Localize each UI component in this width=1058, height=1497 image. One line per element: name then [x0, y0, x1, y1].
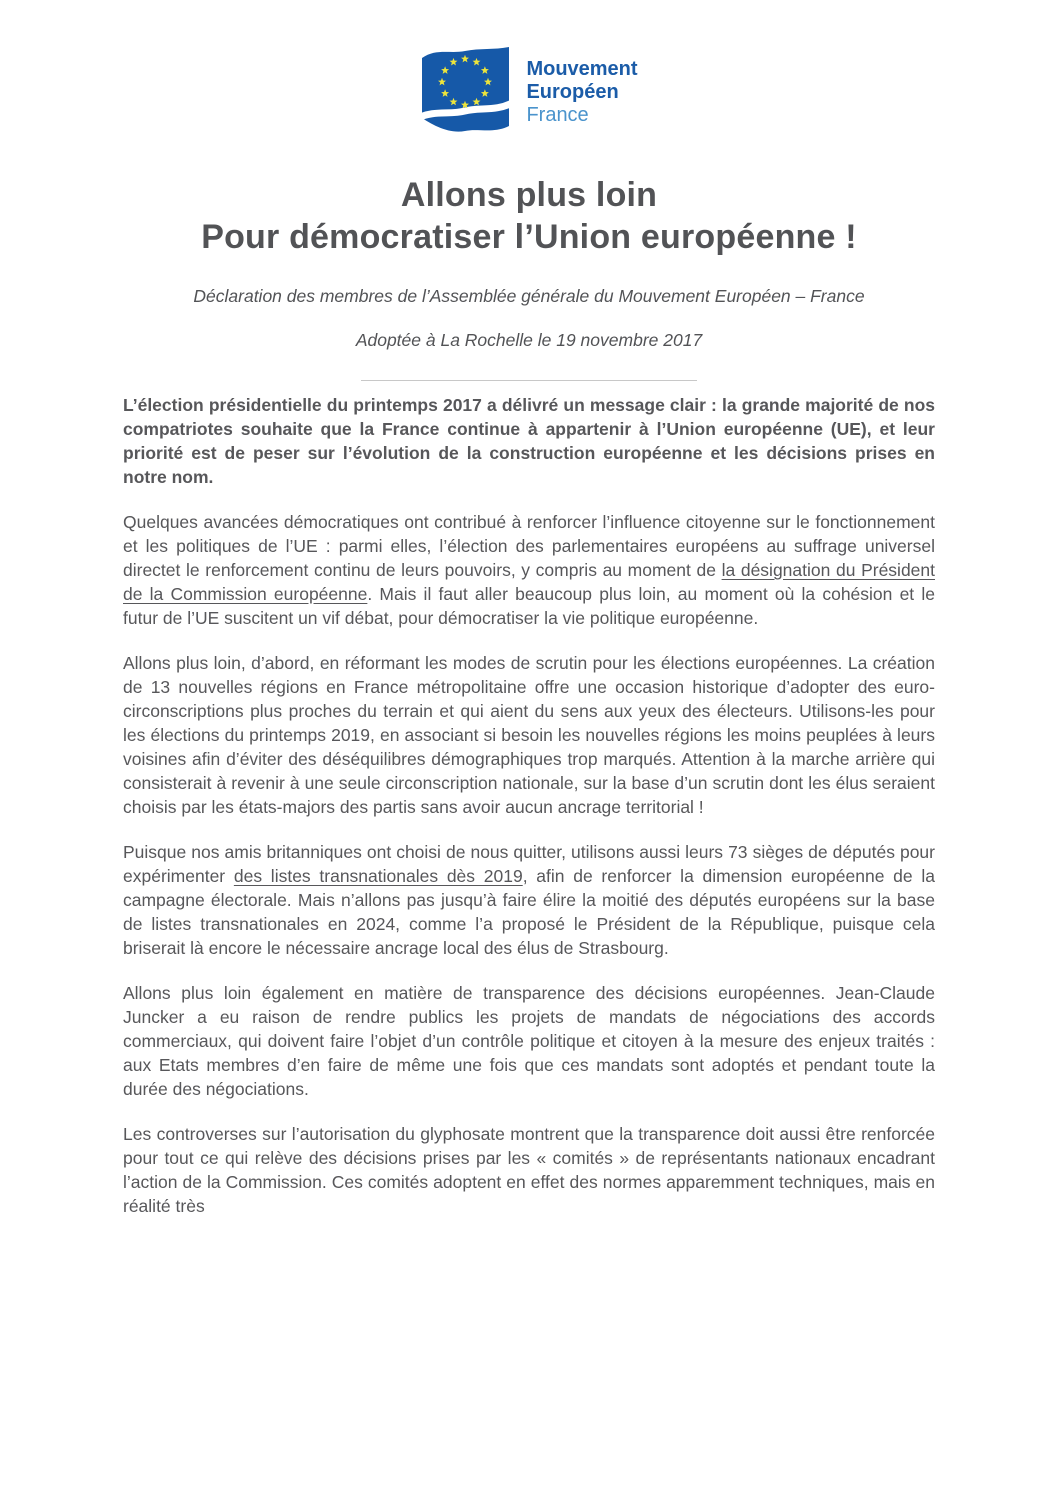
title-line-2: Pour démocratiser l’Union européenne !: [201, 218, 857, 256]
title-line-1: Allons plus loin: [400, 176, 658, 214]
eu-flag-icon: [420, 44, 512, 140]
adoption-line: Adoptée à La Rochelle le 19 novembre 2017: [355, 330, 703, 350]
paragraph-text: Allons plus loin également en matière de transparence des décisions européennes. Jean-Claude Juncker a eu raison de rendre publics les projets de mandats de négociations des accords commerciaux, qui doivent faire l’objet d’un contrôle politique et citoyen à la mesure des enjeux traités : aux Etats membres d’en faire de même une fois que ces mandats sont adoptés et pendant toute la durée des négociations.: [123, 983, 935, 1099]
paragraph-text: Les controverses sur l’autorisation du glyphosate montrent que la transparence doit aussi être renforcée pour tout ce qui relève des décisions prises par les « comités » de représentants nationaux encadrant l’action de la Commission. Ces comités adoptent en effet des normes apparemment techniques, mais en réalité très: [123, 1124, 935, 1216]
paragraph-transnational-lists: [123, 840, 935, 960]
paragraph-intro: [123, 393, 935, 489]
org-name-country: France: [526, 103, 589, 126]
paragraph-text: Allons plus loin, d’abord, en réformant les modes de scrutin pour les élections européennes. La création de 13 nouvelles régions en France métropolitaine offre une occasion historique d’adopter des euro-circonscriptions plus proches du terrain et qui aient du sens aux yeux des électeurs. Utilisons-les pour les élections du printemps 2019, en associant si besoin les nouvelles régions les moins peuplées à leurs voisines afin d’éviter des déséquilibres démographiques trop marqués. Attention à la marche arrière qui consisterait à revenir à une seule circonscription nationale, sur la base d’un scrutin dont les élus seraient choisis par les états-majors des partis sans avoir aucun ancrage territorial !: [123, 653, 935, 817]
paragraph-voting-reform: [123, 651, 935, 819]
paragraph-text: L’élection présidentielle du printemps 2017 a délivré un message clair : la grande majorité de nos compatriotes souhaite que la France continue à appartenir à l’Union européenne (UE), et leur priorité est de peser sur l’évolution de la construction européenne et les décisions prises en notre nom.: [123, 395, 935, 487]
paragraph-text: , afin de renforcer la dimension européenne de la campagne électorale. Mais n’allons pas jusqu’à faire élire la moitié des députés européens sur la base de listes transnationales en 2024, comme l’a proposé le Président de la République, puisque cela briserait là encore le nécessaire ancrage local des élus de Strasbourg.: [123, 866, 935, 958]
document-body: [123, 381, 935, 1218]
paragraph-transparency: [123, 981, 935, 1101]
paragraph-text: . Mais il faut aller beaucoup plus loin, au moment où la cohésion et le futur de l’UE suscitent un vif débat, pour démocratiser la vie politique européenne.: [123, 584, 935, 628]
org-name-line1: Mouvement: [526, 57, 638, 80]
org-name: [526, 58, 637, 127]
document-title: [0, 174, 1058, 258]
paragraph-text: Quelques avancées démocratiques ont contribué à renforcer l’influence citoyenne sur le fonctionnement et les politiques de l’UE : parmi elles, l’élection des parlementaires européens au suffrage universel directet le renforcement continu de leurs pouvoirs, y compris au moment de: [123, 512, 935, 580]
org-logo: [0, 0, 1058, 140]
paragraph-glyphosate: [123, 1122, 935, 1218]
org-name-line2: Européen: [526, 80, 619, 103]
paragraph-text: Puisque nos amis britanniques ont choisi de nous quitter, utilisons aussi leurs 73 sièges de députés pour expérimenter: [123, 842, 935, 886]
document-header: [0, 0, 1058, 381]
link-transnational-lists[interactable]: des listes transnationales dès 2019: [233, 866, 523, 886]
link-designation-president[interactable]: la désignation du Président de la Commission européenne: [123, 560, 935, 604]
document-subtitle: Déclaration des membres de l’Assemblée générale du Mouvement Européen – France: [193, 286, 865, 306]
paragraph-democratic-advances: [123, 510, 935, 630]
